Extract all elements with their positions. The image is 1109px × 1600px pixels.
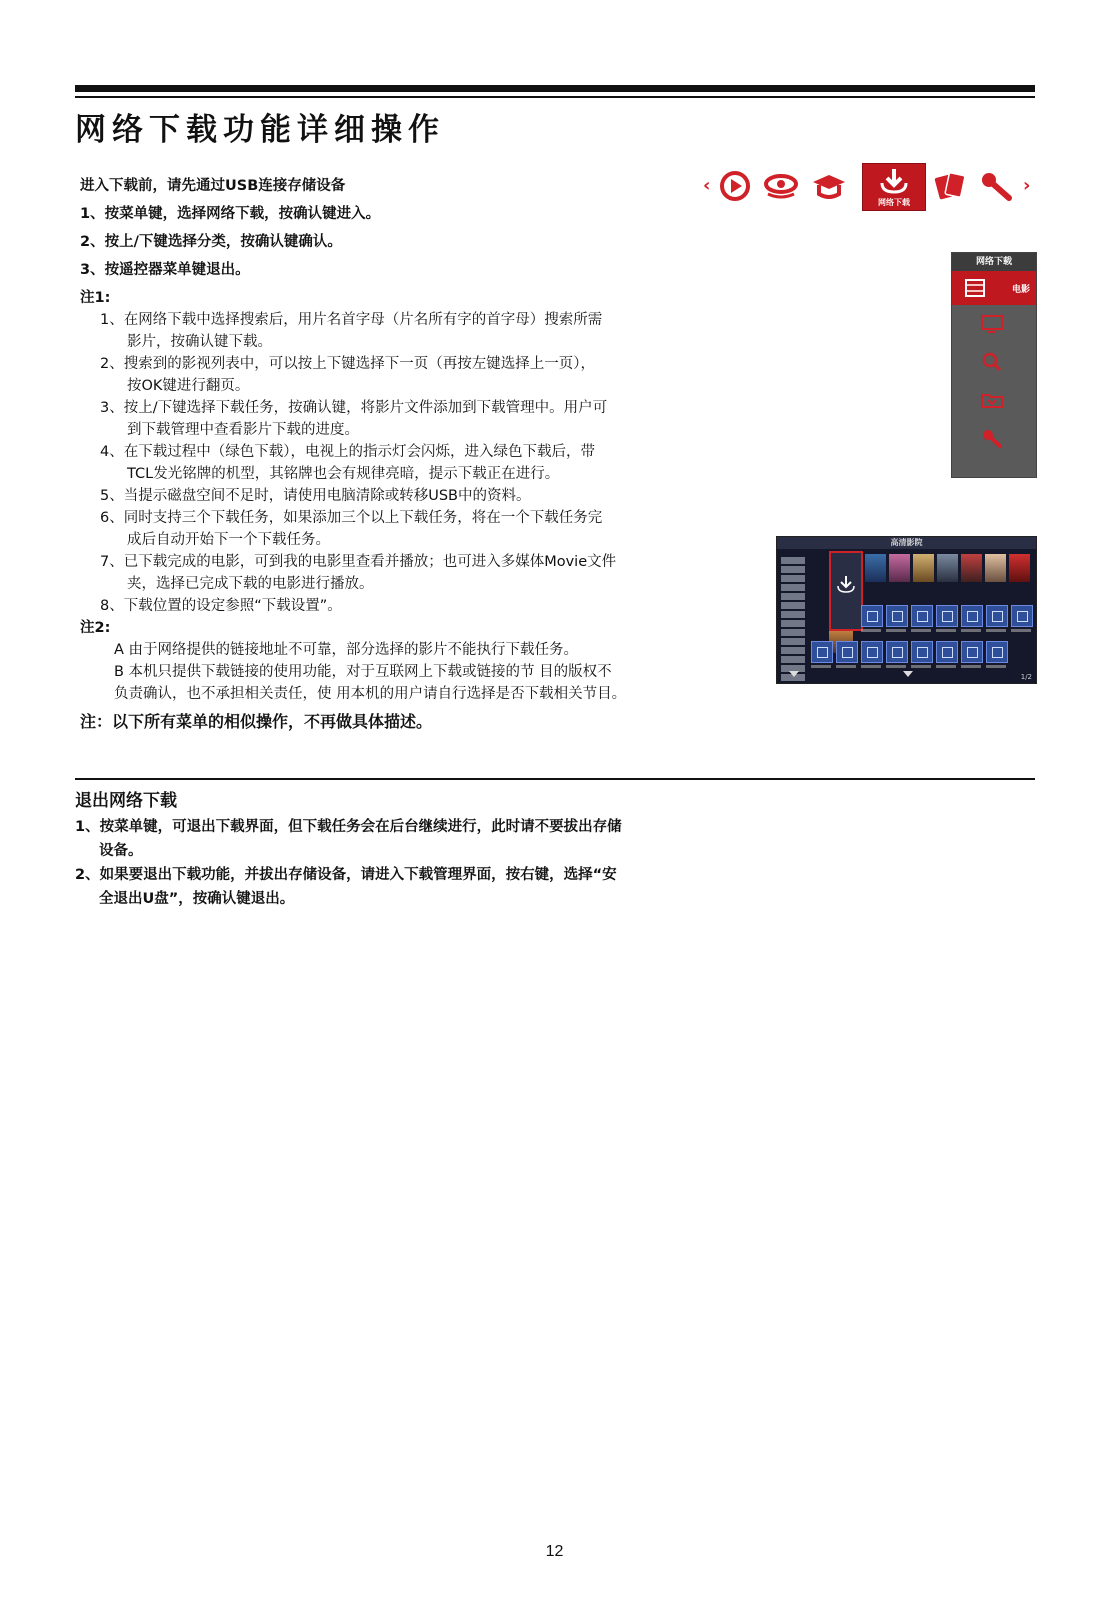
top-rule-thin [75, 96, 1035, 98]
folder-tile [936, 605, 958, 627]
page-indicator: 1/2 [1020, 673, 1032, 681]
movie-poster [913, 554, 934, 582]
download-highlight-box [829, 551, 863, 631]
note2-label: 注2: [80, 620, 111, 636]
note2-list [114, 639, 720, 705]
tv-screen-header: 高清影院 [777, 537, 1036, 549]
note2-line: A 由于网络提供的链接地址不可靠，部分选择的影片不能执行下载任务。 [114, 642, 579, 658]
section-divider [75, 778, 1035, 780]
download-icon [836, 575, 856, 593]
tv-icon [980, 314, 1004, 334]
download-side-menu [951, 252, 1037, 478]
text-line: 1、在网络下载中选择搜索后，用片名首字母（片名所有字的首字母）搜索所需 [100, 312, 603, 328]
final-note: 注：以下所有菜单的相似操作，不再做具体描述。 [80, 712, 433, 731]
side-menu-header: 网络下载 [952, 253, 1036, 271]
side-menu-item-folder[interactable] [952, 381, 1036, 419]
side-menu-selected-label: 电影 [1011, 285, 1030, 295]
page-number: 12 [545, 1543, 564, 1560]
text-line: 影片，按确认键下载。 [127, 334, 272, 350]
intro-text: 进入下载前，请先通过USB连接存储设备 [80, 178, 346, 194]
folder-tile [886, 605, 908, 627]
top-rule-thick [75, 85, 1035, 92]
page-down-icon [903, 671, 913, 677]
left-arrow-icon: ‹ [703, 175, 711, 196]
graduation-cap-icon [811, 170, 847, 202]
page-title: 网络下载功能详细操作 [75, 112, 445, 148]
text-line: 6、同时支持三个下载任务，如果添加三个以上下载任务，将在一个下载任务完 [100, 510, 603, 526]
text-line: 到下载管理中查看影片下载的进度。 [127, 422, 359, 438]
folder-tile [961, 605, 983, 627]
text-line: 成后自动开始下一个下载任务。 [127, 532, 330, 548]
folder-icon [980, 390, 1004, 410]
folder-tile [986, 605, 1008, 627]
text-line: 2、如果要退出下载功能，并拔出存储设备，请进入下载管理界面，按右键，选择“安 [75, 867, 617, 883]
right-arrow-icon: › [1023, 175, 1031, 196]
folder-tile [836, 641, 858, 663]
folder-tile [861, 605, 883, 627]
side-menu-item-movie[interactable] [952, 271, 1036, 305]
text-line: 按OK键进行翻页。 [127, 378, 250, 394]
text-line: 5、当提示磁盘空间不足时，请使用电脑清除或转移USB中的资料。 [100, 488, 531, 504]
exit-section-title: 退出网络下载 [75, 791, 177, 811]
download-menu-label: 网络下载 [878, 198, 910, 207]
movie-poster [889, 554, 910, 582]
note2-line: B 本机只提供下载链接的使用功能，对于互联网上下载或链接的节 目的版权不 [114, 664, 612, 680]
text-line: 1、按菜单键，可退出下载界面，但下载任务会在后台继续进行，此时请不要拔出存储 [75, 819, 622, 835]
side-menu-item-tv[interactable] [952, 305, 1036, 343]
movie-poster [961, 554, 982, 582]
text-line: 夹，选择已完成下载的电影进行播放。 [127, 576, 374, 592]
side-menu-item-settings[interactable] [952, 419, 1036, 457]
text-line: 3、按上/下键选择下载任务，按确认键，将影片文件添加到下载管理中。用户可 [100, 400, 608, 416]
text-line: 2、搜索到的影视列表中，可以按上下键选择下一页（再按左键选择上一页）， [100, 356, 595, 372]
text-line: 7、已下载完成的电影，可到我的电影里查看并播放；也可进入多媒体Movie文件 [100, 554, 617, 570]
text-line: 设备。 [99, 843, 143, 859]
note2-line: 负责确认，也不承担相关责任，使 用本机的用户请自行选择是否下载相关节目。 [114, 686, 627, 702]
text-line: 全退出U盘”，按确认键退出。 [99, 891, 295, 907]
text-line: TCL发光铭牌的机型，其铭牌也会有规律亮暗，提示下载正在进行。 [127, 466, 560, 482]
text-line: 8、下载位置的设定参照“下载设置”。 [100, 598, 342, 614]
side-menu-item-search[interactable] [952, 343, 1036, 381]
folder-tile [986, 641, 1008, 663]
note1-list [100, 309, 720, 617]
folder-tile [886, 641, 908, 663]
category-list [781, 557, 809, 683]
instructions [80, 175, 720, 733]
movie-poster [865, 554, 886, 582]
download-icon [878, 167, 910, 195]
folder-tile [911, 641, 933, 663]
exit-instructions [75, 815, 735, 911]
cards-icon [933, 170, 969, 202]
folder-tile [861, 641, 883, 663]
eye-icon [763, 170, 799, 202]
step-3: 3、按遥控器菜单键退出。 [80, 262, 250, 278]
wrench-icon [979, 170, 1015, 202]
scroll-down-icon [789, 671, 799, 677]
folder-tile [961, 641, 983, 663]
download-menu-item[interactable] [862, 163, 926, 211]
film-icon [964, 278, 986, 298]
movie-poster [937, 554, 958, 582]
search-icon [980, 352, 1004, 372]
movie-poster [1009, 554, 1030, 582]
step-1: 1、按菜单键，选择网络下载，按确认键进入。 [80, 206, 381, 222]
text-line: 4、在下载过程中（绿色下载），电视上的指示灯会闪烁，进入绿色下载后，带 [100, 444, 595, 460]
step-2: 2、按上/下键选择分类，按确认键确认。 [80, 234, 342, 250]
play-icon [717, 170, 753, 202]
folder-tile [911, 605, 933, 627]
wrench-icon [980, 428, 1004, 448]
note1-label: 注1: [80, 290, 111, 306]
main-menu-icon-bar [703, 160, 1039, 210]
folder-tile [811, 641, 833, 663]
folder-tile [936, 641, 958, 663]
folder-tile [1011, 605, 1033, 627]
movie-poster [985, 554, 1006, 582]
hd-cinema-screenshot [776, 536, 1037, 684]
